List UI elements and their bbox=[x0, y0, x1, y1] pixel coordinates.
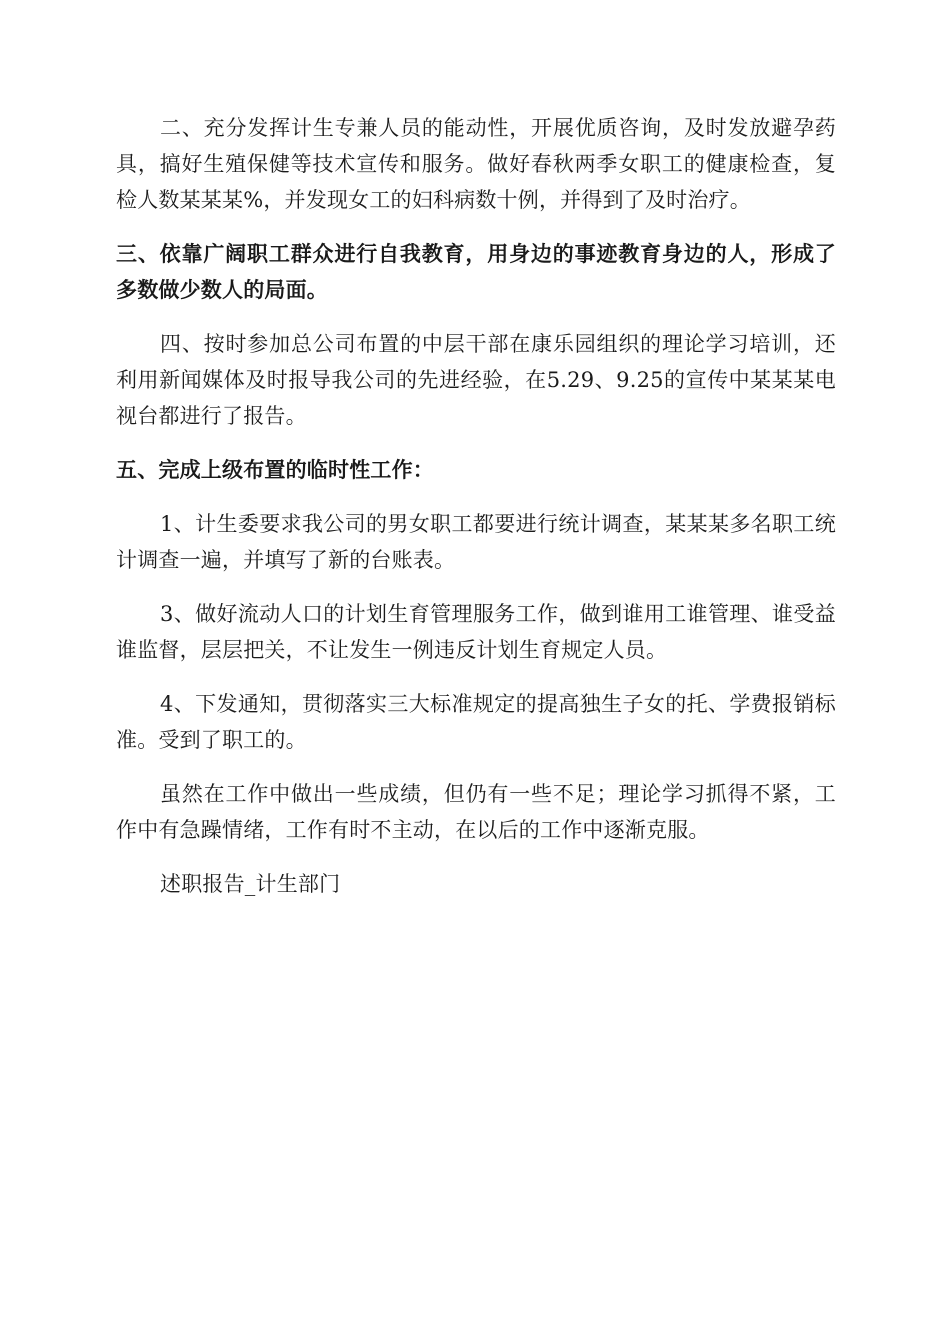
paragraph-item-3: 3、做好流动人口的计划生育管理服务工作，做到谁用工谁管理、谁受益谁监督，层层把关，不让发生一例违反计划生育规定人员。 bbox=[116, 602, 836, 662]
heading-self-education: 三、依靠广阔职工群众进行自我教育，用身边的事迹教育身边的人，形成了多数做少数人的局面。 bbox=[116, 242, 836, 302]
paragraph-item-1: 1、计生委要求我公司的男女职工都要进行统计调查，某某某多名职工统计调查一遍，并填写了新的台账表。 bbox=[116, 512, 836, 572]
paragraph-item-4: 4、下发通知，贯彻落实三大标准规定的提高独生子女的托、学费报销标准。受到了职工的。 bbox=[116, 692, 836, 752]
paragraph-summary: 虽然在工作中做出一些成绩，但仍有一些不足；理论学习抓得不紧，工作中有急躁情绪，工作有时不主动，在以后的工作中逐渐克服。 bbox=[116, 782, 836, 842]
document-page bbox=[116, 110, 836, 902]
paragraph-family-planning-staff: 二、充分发挥计生专兼人员的能动性，开展优质咨询，及时发放避孕药具，搞好生殖保健等技术宣传和服务。做好春秋两季女职工的健康检查，复检人数某某某%，并发现女工的妇科病数十例，并得到了及时治疗。 bbox=[116, 116, 836, 212]
paragraph-report-title: 述职报告_计生部门 bbox=[160, 872, 341, 896]
paragraph-training: 四、按时参加总公司布置的中层干部在康乐园组织的理论学习培训，还利用新闻媒体及时报导我公司的先进经验，在5.29、9.25的宣传中某某某电视台都进行了报告。 bbox=[116, 332, 836, 428]
heading-temporary-work: 五、完成上级布置的临时性工作： bbox=[116, 458, 434, 482]
